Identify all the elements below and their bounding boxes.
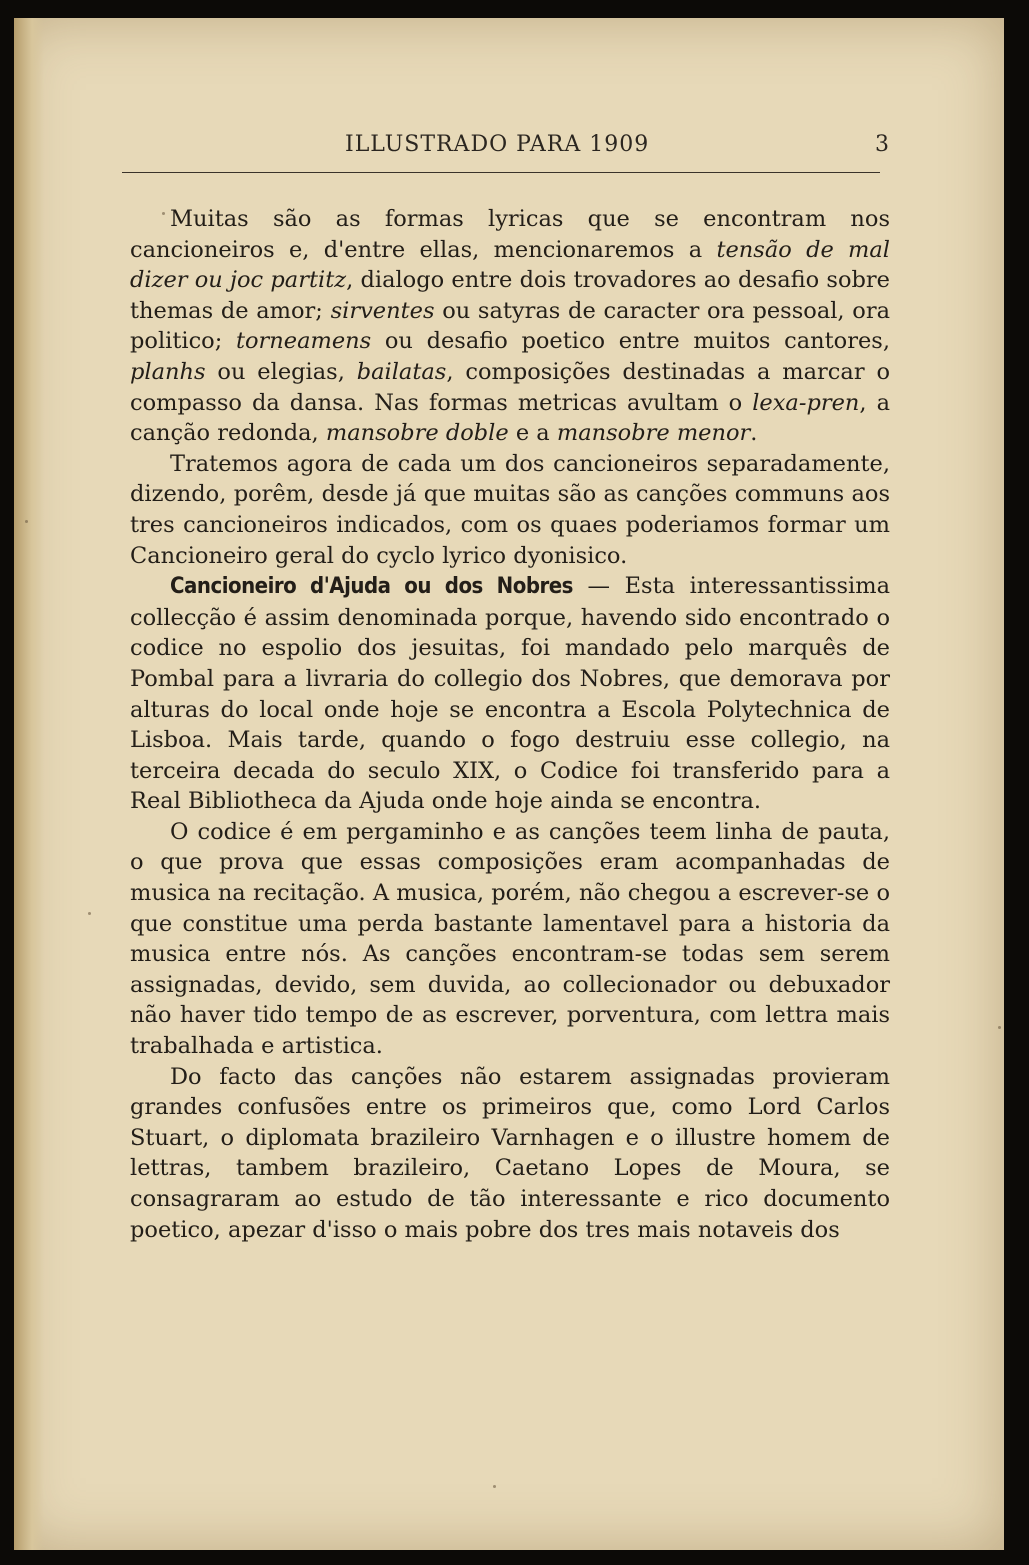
body-text	[130, 204, 890, 1245]
text-run: Muitas são as formas lyricas que se encontram nos cancioneiros e, d'entre ellas, mencionaremos a	[130, 206, 890, 263]
italic-term: mansobre doble	[325, 420, 509, 447]
page-number: 3	[875, 132, 890, 157]
text-run: , composições destinadas a marcar o compasso da dansa. Nas formas metricas avultam o	[130, 358, 890, 416]
header-rule	[122, 172, 880, 173]
text-run: e a	[508, 420, 557, 447]
text-run: , a canção redonda,	[130, 389, 891, 447]
paragraph-codice: O codice é em pergaminho e as canções teem linha de pauta, o que prova que essas composições eram acompanhadas de musica na recitação. A musica, porém, não chegou a escrever-se o que constitue uma perda bastante lamentavel para a historia da musica entre nós. As canções encontram-se todas sem serem assignadas, devido, sem duvida, ao collecionador ou debuxador não haver tido tempo de as escrever, porventura, com lettra mais trabalhada e artistica.	[130, 818, 890, 1060]
text-run: ou desafio poetico entre muitos cantores,	[371, 328, 890, 355]
text-run: — Esta interessantissima collecção é assim denominada porque, havendo sido encontrado o codice no espolio dos jesuitas, foi mandado pelo marquês de Pombal para a livraria do collegio dos Nobres, que demorava por alturas do local onde hoje se encontra a Escola Polytechnica de Lisboa. Mais tarde, quando o fogo destruiu esse collegio, na terceira decada do seculo XIX, o Codice foi transferido para a Real Bibliotheca da Ajuda onde hoje ainda se encontra.	[130, 573, 891, 815]
text-run: ou elegias,	[205, 358, 357, 385]
paragraph-assignadas: Do facto das canções não estarem assignadas provieram grandes confusões entre os primeiros que, como Lord Carlos Stuart, o diplomata brazileiro Varnhagen e o illustre homem de lettras, tambem brazileiro, Caetano Lopes de Moura, se consagraram ao estudo de tão interessante e rico documento poetico, apezar d'isso o mais pobre dos tres mais notaveis dos	[130, 1063, 890, 1243]
text-run: .	[750, 420, 758, 447]
italic-term: sirventes	[330, 297, 435, 324]
page-binding-shadow	[14, 18, 44, 1550]
paper-fleck	[998, 1026, 1001, 1029]
italic-term: bailatas	[356, 358, 447, 385]
running-header	[120, 132, 890, 166]
paragraph-forms	[130, 204, 890, 449]
italic-term: tensão de mal dizer ou joc partitz	[130, 236, 890, 294]
text-run: , dialogo entre dois trovadores ao desafio sobre themas de amor;	[130, 267, 890, 324]
italic-term: planhs	[130, 358, 206, 385]
paragraph-cancioneiros: Tratemos agora de cada um dos cancioneiros separadamente, dizendo, porêm, desde já que muitas são as canções communs aos tres cancioneiros indicados, com os quaes poderiamos formar um Cancioneiro geral do cyclo lyrico dyonisico.	[130, 450, 890, 569]
section-heading: Cancioneiro d'Ajuda ou dos Nobres	[170, 574, 573, 600]
running-title: ILLUSTRADO PARA 1909	[345, 132, 650, 157]
italic-term: torneamens	[235, 328, 372, 355]
paper-fleck	[25, 520, 28, 523]
text-run: ou satyras de caracter ora pessoal, ora politico;	[130, 297, 890, 355]
paper-fleck	[88, 912, 91, 915]
italic-term: lexa-pren	[752, 389, 860, 416]
paper-fleck	[493, 1485, 496, 1488]
paragraph-ajuda	[130, 571, 890, 817]
italic-term: mansobre menor	[556, 420, 751, 447]
